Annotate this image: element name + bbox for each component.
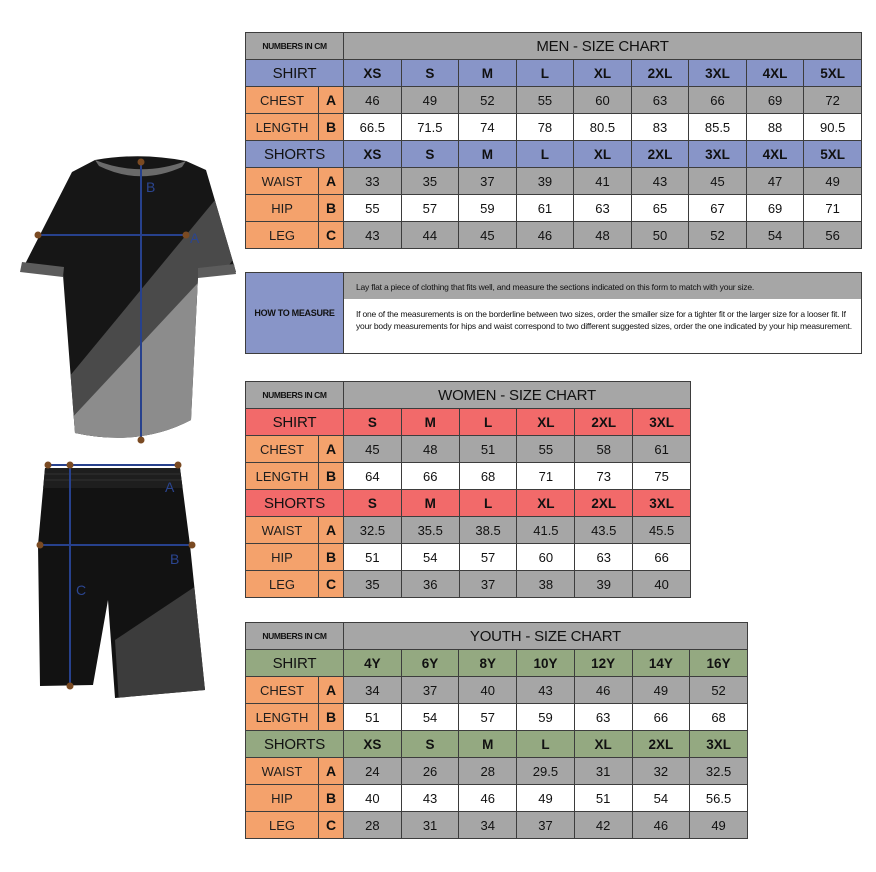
size-header: 5XL — [804, 60, 862, 87]
measure-value: 28 — [459, 758, 517, 785]
measure-letter: A — [319, 436, 344, 463]
measure-value: 49 — [632, 677, 690, 704]
measure-letter: B — [319, 704, 344, 731]
size-header: 2XL — [632, 731, 690, 758]
numbers-in-cm-label: NUMBERS IN CM — [246, 382, 344, 409]
measure-value: 32.5 — [344, 517, 402, 544]
size-header: S — [344, 409, 402, 436]
measure-value: 41.5 — [517, 517, 575, 544]
table-row — [246, 222, 862, 249]
numbers-in-cm-label: NUMBERS IN CM — [246, 623, 344, 650]
measure-value: 52 — [689, 222, 747, 249]
size-header: 2XL — [575, 409, 633, 436]
measure-value: 55 — [517, 436, 575, 463]
measure-value: 33 — [344, 168, 402, 195]
men-shirt-header-row — [246, 60, 862, 87]
measure-letter: B — [319, 195, 344, 222]
size-header: XS — [344, 60, 402, 87]
size-header: 3XL — [633, 490, 691, 517]
measure-value: 35.5 — [401, 517, 459, 544]
measure-label: LENGTH — [246, 704, 319, 731]
measure-value: 46 — [574, 677, 632, 704]
measure-value: 68 — [690, 704, 748, 731]
measure-value: 54 — [632, 785, 690, 812]
measure-value: 32 — [632, 758, 690, 785]
how-to-measure-label: HOW TO MEASURE — [246, 273, 344, 353]
women-shorts-header-row — [246, 490, 691, 517]
size-header: L — [459, 490, 517, 517]
size-header: XL — [574, 60, 632, 87]
size-header: 12Y — [574, 650, 632, 677]
measure-value: 51 — [344, 544, 402, 571]
measure-value: 37 — [517, 812, 575, 839]
measure-value: 51 — [344, 704, 402, 731]
measure-value: 61 — [516, 195, 574, 222]
measure-value: 55 — [516, 87, 574, 114]
measure-value: 31 — [401, 812, 459, 839]
garment-measurement-diagram — [0, 0, 240, 720]
measure-value: 69 — [746, 87, 804, 114]
measure-letter: A — [319, 758, 344, 785]
measure-label: LEG — [246, 571, 319, 598]
measure-value: 49 — [401, 87, 459, 114]
measure-value: 43 — [631, 168, 689, 195]
measure-value: 49 — [690, 812, 748, 839]
measure-value: 39 — [575, 571, 633, 598]
measure-value: 46 — [344, 87, 402, 114]
measure-value: 51 — [574, 785, 632, 812]
measure-label: WAIST — [246, 168, 319, 195]
men-shorts-header-row — [246, 141, 862, 168]
measure-value: 65 — [631, 195, 689, 222]
measure-value: 59 — [517, 704, 575, 731]
measure-letter: C — [319, 571, 344, 598]
size-header: XL — [517, 490, 575, 517]
measure-value: 40 — [344, 785, 402, 812]
shorts-label-a: A — [165, 479, 175, 495]
youth-chart-title: YOUTH - SIZE CHART — [344, 623, 748, 650]
youth-size-chart — [245, 622, 748, 839]
shorts-illustration — [38, 464, 210, 720]
measure-value: 28 — [344, 812, 402, 839]
measure-value: 26 — [401, 758, 459, 785]
men-size-chart — [245, 32, 862, 249]
measure-value: 60 — [517, 544, 575, 571]
youth-table-body — [246, 623, 748, 839]
measure-value: 49 — [804, 168, 862, 195]
women-table-body — [246, 382, 691, 598]
measure-value: 42 — [574, 812, 632, 839]
measure-letter: B — [319, 785, 344, 812]
measure-value: 83 — [631, 114, 689, 141]
measure-letter: C — [319, 812, 344, 839]
measure-value: 66 — [401, 463, 459, 490]
size-header: L — [516, 60, 574, 87]
table-row — [246, 436, 691, 463]
measure-letter: B — [319, 544, 344, 571]
size-header: 3XL — [689, 141, 747, 168]
youth-shorts-header-row — [246, 731, 748, 758]
measure-value: 63 — [574, 704, 632, 731]
measure-value: 56.5 — [690, 785, 748, 812]
measure-value: 66.5 — [344, 114, 402, 141]
women-title-row — [246, 382, 691, 409]
table-row — [246, 114, 862, 141]
size-header: 3XL — [689, 60, 747, 87]
measure-value: 47 — [746, 168, 804, 195]
size-header: 3XL — [633, 409, 691, 436]
measure-label: CHEST — [246, 436, 319, 463]
measure-value: 45 — [344, 436, 402, 463]
shirt-section-label: SHIRT — [246, 650, 344, 677]
how-to-measure-instruction-1: Lay flat a piece of clothing that fits well, and measure the sections indicated on this form to match with your size. — [344, 273, 861, 299]
size-header: L — [517, 731, 575, 758]
size-header: S — [401, 141, 459, 168]
size-header: L — [516, 141, 574, 168]
measure-value: 68 — [459, 463, 517, 490]
size-header: M — [459, 731, 517, 758]
table-row — [246, 87, 862, 114]
women-chart-title: WOMEN - SIZE CHART — [344, 382, 691, 409]
size-header: 2XL — [631, 60, 689, 87]
measure-value: 48 — [401, 436, 459, 463]
measure-value: 32.5 — [690, 758, 748, 785]
size-header: XL — [517, 409, 575, 436]
measure-value: 24 — [344, 758, 402, 785]
size-header: 8Y — [459, 650, 517, 677]
size-header: L — [459, 409, 517, 436]
measure-value: 75 — [633, 463, 691, 490]
measure-value: 34 — [459, 812, 517, 839]
measure-value: 71.5 — [401, 114, 459, 141]
measure-value: 44 — [401, 222, 459, 249]
measure-label: HIP — [246, 544, 319, 571]
measure-value: 71 — [517, 463, 575, 490]
measure-value: 37 — [401, 677, 459, 704]
table-row — [246, 463, 691, 490]
women-shirt-header-row — [246, 409, 691, 436]
measure-value: 66 — [632, 704, 690, 731]
measure-value: 43 — [344, 222, 402, 249]
measure-value: 60 — [574, 87, 632, 114]
measure-letter: B — [319, 114, 344, 141]
measure-value: 46 — [632, 812, 690, 839]
measure-label: HIP — [246, 195, 319, 222]
measure-value: 90.5 — [804, 114, 862, 141]
shorts-label-c: C — [76, 582, 87, 598]
measure-value: 40 — [633, 571, 691, 598]
measure-value: 50 — [631, 222, 689, 249]
measure-value: 38 — [517, 571, 575, 598]
measure-value: 46 — [459, 785, 517, 812]
size-header: 2XL — [575, 490, 633, 517]
measure-label: HIP — [246, 785, 319, 812]
men-chart-title: MEN - SIZE CHART — [344, 33, 862, 60]
measure-value: 35 — [401, 168, 459, 195]
size-header: XS — [344, 731, 402, 758]
measure-label: LEG — [246, 812, 319, 839]
size-header: M — [401, 409, 459, 436]
measure-value: 67 — [689, 195, 747, 222]
measure-value: 69 — [746, 195, 804, 222]
table-row — [246, 571, 691, 598]
measure-value: 45 — [459, 222, 517, 249]
measure-letter: B — [319, 463, 344, 490]
shirt-illustration — [0, 156, 240, 470]
shorts-label-b: B — [170, 551, 180, 567]
youth-shirt-header-row — [246, 650, 748, 677]
measure-value: 80.5 — [574, 114, 632, 141]
measure-value: 48 — [574, 222, 632, 249]
measure-value: 71 — [804, 195, 862, 222]
measure-value: 45.5 — [633, 517, 691, 544]
measure-letter: A — [319, 677, 344, 704]
size-header: S — [344, 490, 402, 517]
table-row — [246, 677, 748, 704]
size-header: 5XL — [804, 141, 862, 168]
measure-value: 78 — [516, 114, 574, 141]
how-to-measure-box — [245, 272, 862, 354]
size-header: 6Y — [401, 650, 459, 677]
measure-value: 38.5 — [459, 517, 517, 544]
table-row — [246, 168, 862, 195]
measure-label: WAIST — [246, 517, 319, 544]
shirt-section-label: SHIRT — [246, 409, 344, 436]
measure-value: 43 — [517, 677, 575, 704]
measure-value: 55 — [344, 195, 402, 222]
measure-value: 34 — [344, 677, 402, 704]
measure-value: 41 — [574, 168, 632, 195]
measure-label: CHEST — [246, 87, 319, 114]
numbers-in-cm-label: NUMBERS IN CM — [246, 33, 344, 60]
measure-value: 61 — [633, 436, 691, 463]
table-row — [246, 544, 691, 571]
measure-label: LENGTH — [246, 114, 319, 141]
measure-value: 57 — [459, 704, 517, 731]
measure-label: CHEST — [246, 677, 319, 704]
table-row — [246, 195, 862, 222]
measure-value: 52 — [690, 677, 748, 704]
youth-title-row — [246, 623, 748, 650]
measure-label: LENGTH — [246, 463, 319, 490]
size-header: XL — [574, 141, 632, 168]
measure-label: WAIST — [246, 758, 319, 785]
measure-value: 85.5 — [689, 114, 747, 141]
measure-value: 29.5 — [517, 758, 575, 785]
measure-value: 52 — [459, 87, 517, 114]
measure-value: 54 — [401, 704, 459, 731]
men-table-body — [246, 33, 862, 249]
size-header: M — [459, 141, 517, 168]
size-header: XL — [574, 731, 632, 758]
measure-value: 57 — [401, 195, 459, 222]
measure-value: 36 — [401, 571, 459, 598]
measure-value: 45 — [689, 168, 747, 195]
measure-letter: C — [319, 222, 344, 249]
measure-value: 37 — [459, 571, 517, 598]
men-title-row — [246, 33, 862, 60]
women-size-chart — [245, 381, 691, 598]
measure-value: 49 — [517, 785, 575, 812]
table-row — [246, 758, 748, 785]
measure-value: 43.5 — [575, 517, 633, 544]
measure-value: 63 — [575, 544, 633, 571]
measure-value: 63 — [631, 87, 689, 114]
measure-label: LEG — [246, 222, 319, 249]
size-header: M — [401, 490, 459, 517]
size-header: M — [459, 60, 517, 87]
measure-value: 66 — [633, 544, 691, 571]
size-header: XS — [344, 141, 402, 168]
shirt-label-b: B — [146, 179, 156, 195]
size-header: 4Y — [344, 650, 402, 677]
measure-value: 72 — [804, 87, 862, 114]
measure-letter: A — [319, 168, 344, 195]
measure-letter: A — [319, 87, 344, 114]
measure-value: 39 — [516, 168, 574, 195]
measure-value: 58 — [575, 436, 633, 463]
table-row — [246, 517, 691, 544]
measure-value: 37 — [459, 168, 517, 195]
shirt-label-a: A — [190, 230, 200, 246]
size-header: S — [401, 731, 459, 758]
measure-value: 74 — [459, 114, 517, 141]
measure-value: 54 — [746, 222, 804, 249]
measure-value: 88 — [746, 114, 804, 141]
measure-value: 56 — [804, 222, 862, 249]
measure-value: 46 — [516, 222, 574, 249]
shorts-section-label: SHORTS — [246, 141, 344, 168]
size-header: 14Y — [632, 650, 690, 677]
how-to-measure-instruction-2: If one of the measurements is on the borderline between two sizes, order the smaller size for a tighter fit or the larger size for a looser fit. If your body measurements for hips and waist correspond to two different suggested sizes, order the one indicated by your hip measurement. — [344, 300, 861, 353]
shorts-section-label: SHORTS — [246, 731, 344, 758]
table-row — [246, 704, 748, 731]
table-row — [246, 812, 748, 839]
measure-value: 35 — [344, 571, 402, 598]
measure-value: 73 — [575, 463, 633, 490]
measure-letter: A — [319, 517, 344, 544]
measure-value: 54 — [401, 544, 459, 571]
measure-value: 59 — [459, 195, 517, 222]
measure-value: 66 — [689, 87, 747, 114]
size-header: 10Y — [517, 650, 575, 677]
measure-value: 43 — [401, 785, 459, 812]
measure-value: 64 — [344, 463, 402, 490]
table-row — [246, 785, 748, 812]
size-header: 2XL — [631, 141, 689, 168]
measure-value: 51 — [459, 436, 517, 463]
shirt-section-label: SHIRT — [246, 60, 344, 87]
shorts-section-label: SHORTS — [246, 490, 344, 517]
size-header: S — [401, 60, 459, 87]
size-header: 16Y — [690, 650, 748, 677]
size-header: 3XL — [690, 731, 748, 758]
size-header: 4XL — [746, 60, 804, 87]
measure-value: 57 — [459, 544, 517, 571]
measure-value: 31 — [574, 758, 632, 785]
size-header: 4XL — [746, 141, 804, 168]
measure-value: 40 — [459, 677, 517, 704]
measure-value: 63 — [574, 195, 632, 222]
